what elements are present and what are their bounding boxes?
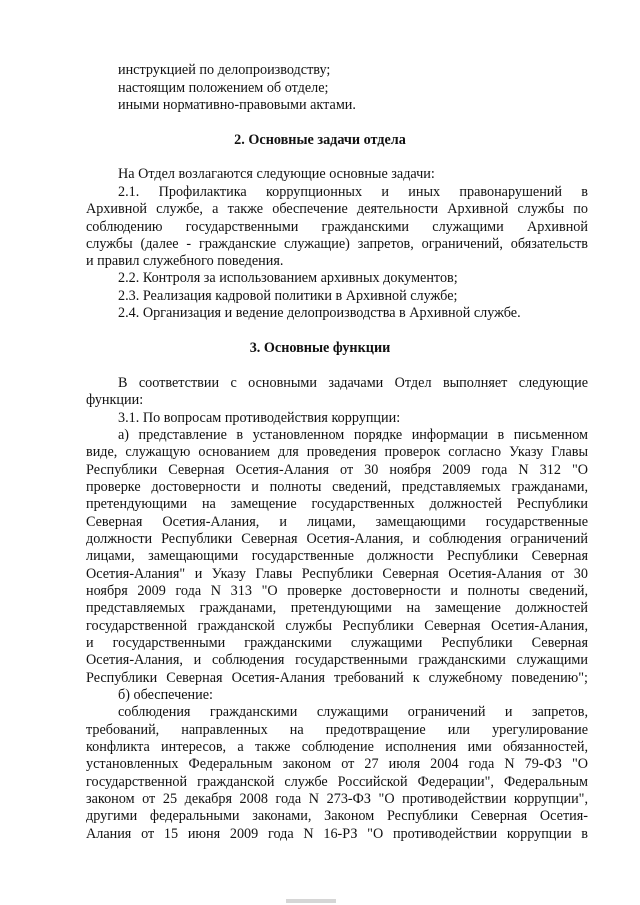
section-heading: 3. Основные функции [249,340,391,356]
text-line: функции: [86,392,144,408]
text-line: лицами, замещающими государственные должности Республики Северная [86,548,588,564]
text-line: а) представление в установленном порядке информации в письменном [118,427,588,443]
text-line: Республики Северная Осетия-Алания требований к служебному поведению"; [86,670,588,686]
text-line: претендующими на замещение государственных должностей Республики [86,496,588,512]
text-line: 2.2. Контроля за использованием архивных документов; [118,270,458,286]
text-line: соблюдения гражданскими служащими ограничений и запретов, [118,704,588,720]
text-line: В соответствии с основными задачами Отдел выполняет следующие [118,375,588,391]
text-line: государственной гражданской службе Российской Федерации", Федеральным [86,774,588,790]
text-line: другими федеральными законами, Законом Республики Северная Осетия- [86,808,588,824]
text-line: представляемых гражданами, претендующими на замещение должностей [86,600,588,616]
text-line: конфликта интересов, а также соблюдение исполнения ими обязанностей, [86,739,588,755]
text-line: б) обеспечение: [118,687,213,703]
text-line: должности Республики Северная Осетия-Алания, и соблюдения ограничений [86,531,588,547]
text-line: 3.1. По вопросам противодействия коррупции: [118,410,401,426]
text-line: Архивной службе, а также обеспечение деятельности Архивной службы по [86,201,588,217]
page-bottom-mark [286,899,336,903]
text-line: Осетия-Алания" и Указу Главы Республики Северная Осетия-Алания от 30 [86,566,588,582]
text-line: 2.4. Организация и ведение делопроизводства в Архивной службе. [118,305,521,321]
text-line: 2.1. Профилактика коррупционных и иных правонарушений в [118,184,588,200]
text-line: Алания от 15 июня 2009 года N 16-РЗ "О противодействии коррупции в [86,826,588,842]
text-line: соблюдению государственными гражданскими служащими Архивной [86,219,588,235]
text-line: виде, служащую основанием для проведения проверок согласно Указу Главы [86,444,588,460]
text-line: проверке достоверности и полноты сведений, представляемых гражданами, [86,479,588,495]
text-line: и государственными гражданскими служащими Республики Северная [86,635,588,651]
text-line: ноября 2009 года N 313 "О проверке достоверности и полноты сведений, [86,583,588,599]
text-line: законом от 25 декабря 2008 года N 273-ФЗ "О противодействии коррупции", [86,791,588,807]
text-line: службы (далее - гражданские служащие) запретов, ограничений, обязательств [86,236,588,252]
text-line: Северная Осетия-Алания, и лицами, замещающими государственные [86,514,588,530]
text-line: 2.3. Реализация кадровой политики в Архивной службе; [118,288,458,304]
text-line: требований, направленных на предотвращение или урегулирование [86,722,588,738]
text-line: установленных Федеральным законом от 27 июля 2004 года N 79-ФЗ "О [86,756,588,772]
text-line: инструкцией по делопроизводству; [118,62,331,78]
text-line: иными нормативно-правовыми актами. [118,97,356,113]
text-line: Осетия-Алания, и соблюдения государственными гражданскими служащими [86,652,588,668]
text-line: и правил служебного поведения. [86,253,284,269]
text-line: На Отдел возлагаются следующие основные задачи: [118,166,435,182]
text-line: настоящим положением об отделе; [118,80,329,96]
section-heading: 2. Основные задачи отдела [234,132,406,148]
text-line: государственной гражданской службы Республики Северная Осетия-Алания, [86,618,588,634]
text-line: Республики Северная Осетия-Алания от 30 ноября 2009 года N 312 "О [86,462,588,478]
